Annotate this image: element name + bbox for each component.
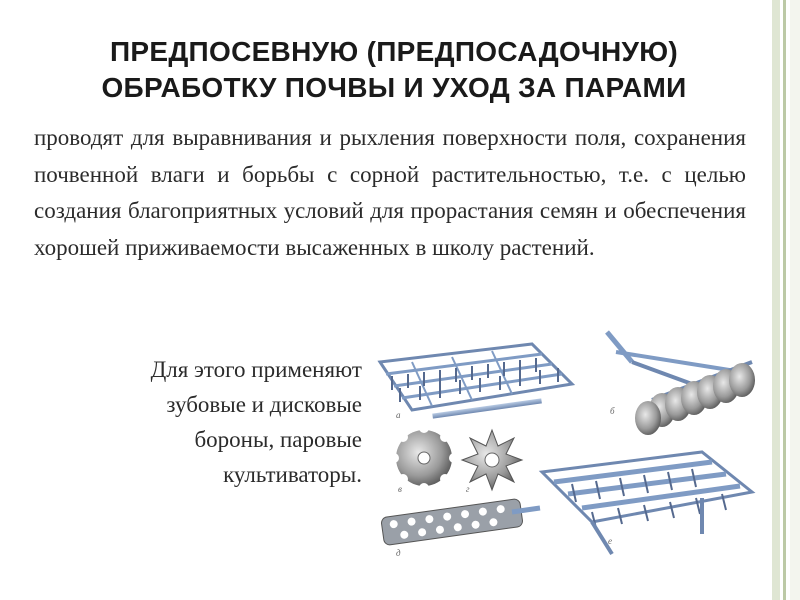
rotary-star-figure [462, 430, 522, 490]
title-line-2: ОБРАБОТКУ ПОЧВЫ И УХОД ЗА ПАРАМИ [101, 72, 687, 103]
side-caption-line-1: Для этого применяют [150, 357, 362, 382]
side-caption-line-2: зубовые и дисковые [166, 392, 362, 417]
decorative-stripe [772, 0, 780, 600]
panel-label-v: в [398, 484, 402, 494]
panel-label-b: б [610, 406, 615, 416]
panel-label-e: е [608, 536, 612, 546]
notched-disc-figure [389, 423, 459, 493]
disc-harrow-figure [607, 332, 755, 435]
slide-title [24, 34, 764, 106]
side-caption [40, 352, 362, 492]
rotary-roller-figure [381, 498, 540, 545]
side-caption-line-3: бороны, паровые [194, 427, 362, 452]
panel-label-d: д [396, 548, 401, 558]
cultivator-figure [542, 452, 752, 554]
decorative-edge [790, 0, 800, 600]
side-caption-line-4: культиваторы. [223, 462, 362, 487]
harrow-illustration [372, 322, 762, 580]
title-line-1: ПРЕДПОСЕВНУЮ (ПРЕДПОСАДОЧНУЮ) [109, 36, 679, 67]
body-paragraph: проводят для выравнивания и рыхления поверхности поля, сохранения почвенной влаги и борьбы с сорной растительностью, т.е. с целью создания благоприятных условий для прорастания семян и обеспечения хорошей приживаемости высаженных в школу растений. [34, 125, 746, 260]
panel-label-g: г [466, 484, 470, 494]
tooth-harrow-figure [380, 344, 572, 419]
decorative-stripe-line [783, 0, 786, 600]
panel-label-a: а [396, 410, 401, 420]
